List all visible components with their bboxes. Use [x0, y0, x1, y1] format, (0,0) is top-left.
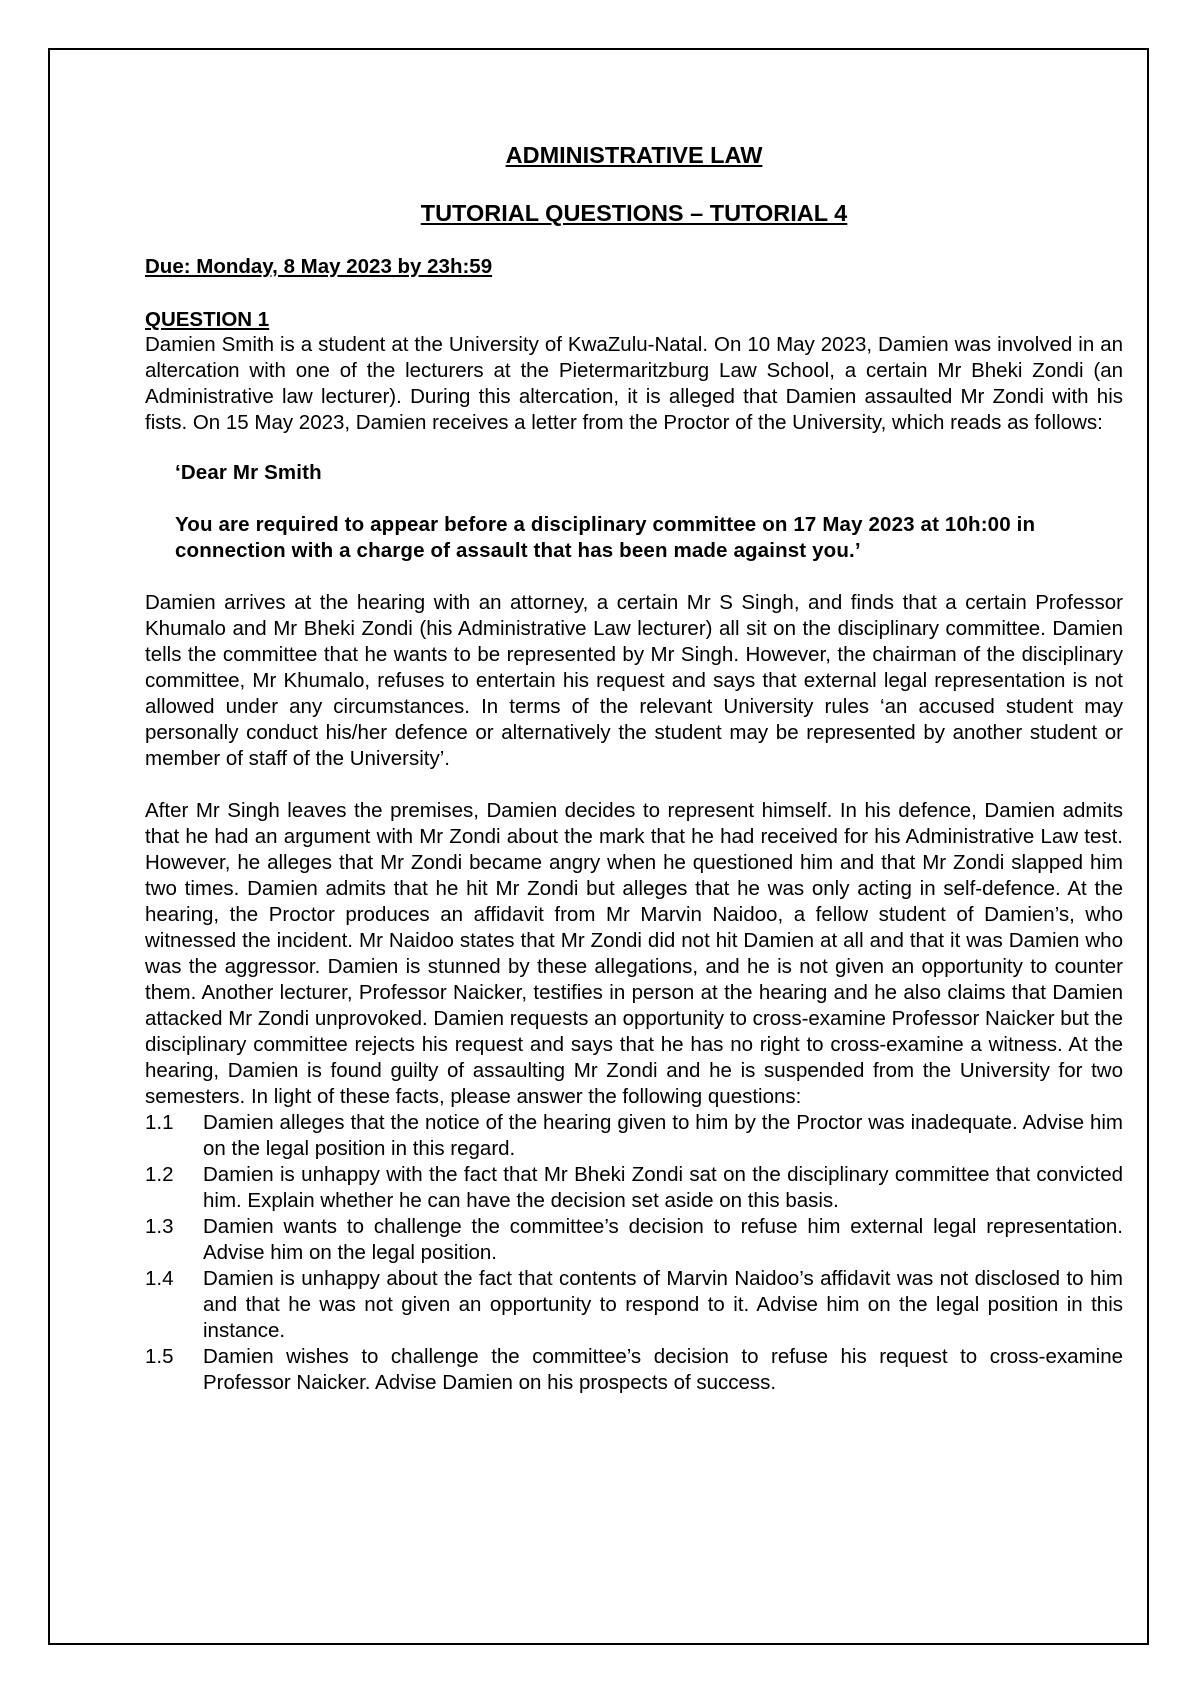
- question-number: 1.1: [145, 1111, 174, 1134]
- question-text: Damien alleges that the notice of the hearing given to him by the Proctor was inadequate. Advise him on the legal position in this regard.: [203, 1111, 1123, 1160]
- document-title: ADMINISTRATIVE LAW: [505, 142, 763, 168]
- list-item: [145, 1266, 1123, 1344]
- intro-paragraph: Damien Smith is a student at the University of KwaZulu-Natal. On 10 May 2023, Damien was involved in an altercation with one of the lecturers at the Pietermaritzburg Law School, a certain Mr Bheki Zondi (an Administrative law lecturer). During this altercation, it is alleged that Damien assaulted Mr Zondi with his fists. On 15 May 2023, Damien receives a letter from the Proctor of the University, which reads as follows:: [145, 333, 1123, 434]
- question-heading: QUESTION 1: [145, 308, 270, 331]
- question-text: Damien wishes to challenge the committee’s decision to refuse his request to cross-examine Professor Naicker. Advise Damien on his prospects of success.: [203, 1345, 1123, 1394]
- document-subtitle: TUTORIAL QUESTIONS – TUTORIAL 4: [420, 200, 848, 226]
- document-content: [145, 140, 1123, 1396]
- list-item: [145, 1110, 1123, 1162]
- question-list: [145, 1110, 1123, 1396]
- letter-salutation: ‘Dear Mr Smith: [175, 461, 322, 484]
- question-number: 1.3: [145, 1215, 174, 1238]
- question-number: 1.2: [145, 1163, 174, 1186]
- paragraph-representation: Damien arrives at the hearing with an attorney, a certain Mr S Singh, and finds that a certain Professor Khumalo and Mr Bheki Zondi (his Administrative Law lecturer) all sit on the disciplinary committee. Damien tells the committee that he wants to be represented by Mr Singh. However, the chairman of the disciplinary committee, Mr Khumalo, refuses to entertain his request and says that external legal representation is not allowed under any circumstances. In terms of the relevant University rules ‘an accused student may personally conduct his/her defence or alternatively the student may be represented by another student or member of staff of the University’.: [145, 591, 1123, 770]
- question-number: 1.4: [145, 1267, 174, 1290]
- list-item: [145, 1344, 1123, 1396]
- due-date: Due: Monday, 8 May 2023 by 23h:59: [145, 255, 493, 278]
- question-text: Damien is unhappy with the fact that Mr Bheki Zondi sat on the disciplinary committee that convicted him. Explain whether he can have the decision set aside on this basis.: [203, 1163, 1123, 1212]
- paragraph-hearing: After Mr Singh leaves the premises, Damien decides to represent himself. In his defence, Damien admits that he had an argument with Mr Zondi about the mark that he had received for his Administrative Law test. However, he alleges that Mr Zondi became angry when he questioned him and that Mr Zondi slapped him two times. Damien admits that he hit Mr Zondi but alleges that he was only acting in self-defence. At the hearing, the Proctor produces an affidavit from Mr Marvin Naidoo, a fellow student of Damien’s, who witnessed the incident. Mr Naidoo states that Mr Zondi did not hit Damien at all and that it was Damien who was the aggressor. Damien is stunned by these allegations, and he is not given an opportunity to counter them. Another lecturer, Professor Naicker, testifies in person at the hearing and he also claims that Damien attacked Mr Zondi unprovoked. Damien requests an opportunity to cross-examine Professor Naicker but the disciplinary committee rejects his request and says that he has no right to cross-examine a witness. At the hearing, Damien is found guilty of assaulting Mr Zondi and he is suspended from the University for two semesters. In light of these facts, please answer the following questions:: [145, 799, 1123, 1108]
- list-item: [145, 1214, 1123, 1266]
- question-text: Damien wants to challenge the committee’s decision to refuse him external legal representation. Advise him on the legal position.: [203, 1215, 1123, 1264]
- question-text: Damien is unhappy about the fact that contents of Marvin Naidoo’s affidavit was not disclosed to him and that he was not given an opportunity to respond to it. Advise him on the legal position in this instance.: [203, 1267, 1123, 1342]
- question-number: 1.5: [145, 1345, 174, 1368]
- list-item: [145, 1162, 1123, 1214]
- letter-body: You are required to appear before a disciplinary committee on 17 May 2023 at 10h:00 in connection with a charge of assault that has been made against you.’: [175, 513, 1036, 562]
